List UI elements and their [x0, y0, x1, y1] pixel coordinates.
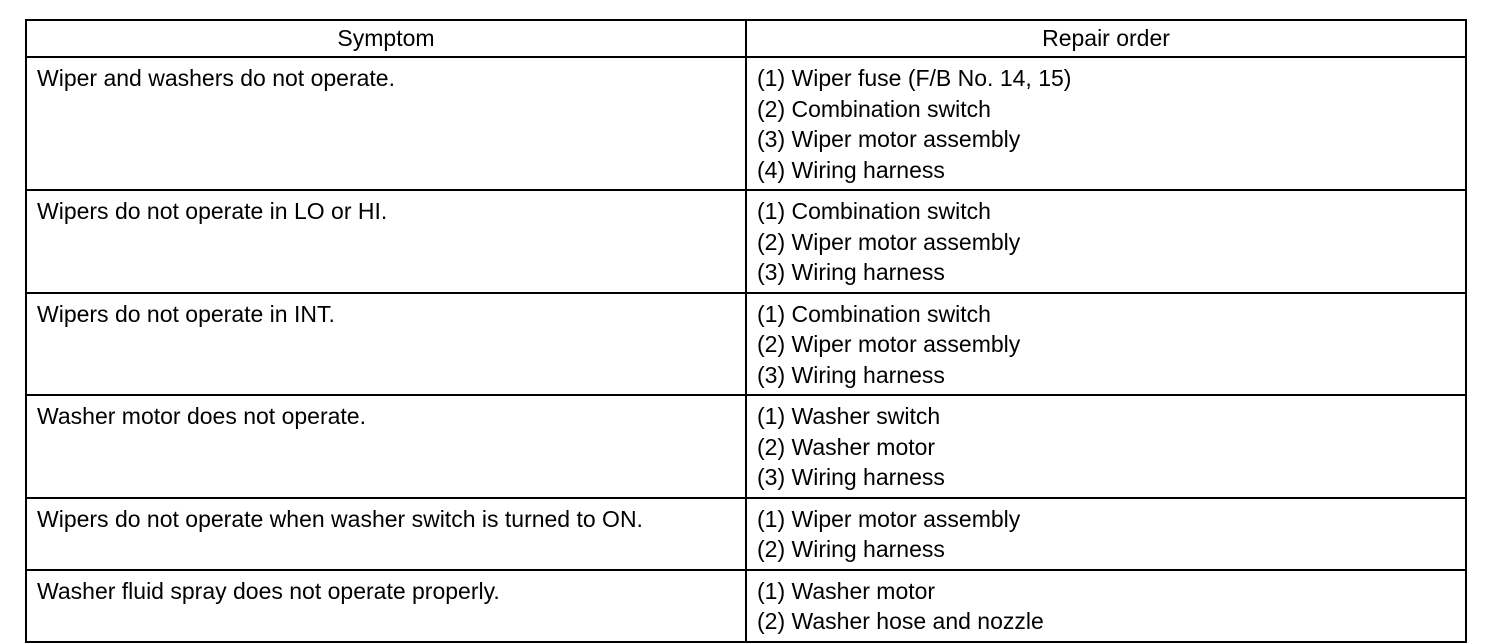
repair-step: (2) Washer motor — [757, 433, 936, 460]
symptom-cell: Wipers do not operate in INT. — [26, 293, 746, 396]
header-symptom: Symptom — [26, 20, 746, 57]
repair-order-cell — [746, 190, 1466, 293]
symptom-repair-table — [25, 19, 1467, 643]
repair-step: (1) Combination switch — [757, 300, 991, 327]
repair-step: (1) Washer motor — [757, 577, 936, 604]
repair-step: (3) Wiring harness — [757, 259, 945, 285]
symptom-cell: Washer motor does not operate. — [26, 395, 746, 498]
table-row — [26, 395, 1466, 498]
table-row — [26, 498, 1466, 570]
repair-order-cell — [746, 570, 1466, 642]
repair-order-cell — [746, 293, 1466, 396]
repair-step: (1) Wiper motor assembly — [757, 505, 1021, 532]
repair-step: (2) Combination switch — [757, 95, 991, 122]
symptom-cell: Washer fluid spray does not operate properly. — [26, 570, 746, 642]
repair-step: (2) Wiring harness — [757, 536, 945, 562]
table-row — [26, 293, 1466, 396]
repair-step: (3) Wiper motor assembly — [757, 126, 1021, 152]
repair-step: (2) Washer hose and nozzle — [757, 608, 1044, 634]
repair-step: (1) Wiper fuse (F/B No. 14, 15) — [757, 65, 1072, 91]
table-row — [26, 57, 1466, 190]
symptom-cell: Wipers do not operate when washer switch is turned to ON. — [26, 498, 746, 570]
symptom-cell: Wipers do not operate in LO or HI. — [26, 190, 746, 293]
header-repair-order: Repair order — [746, 20, 1466, 57]
table-header-row — [26, 20, 1466, 57]
repair-step: (3) Wiring harness — [757, 361, 945, 388]
table-body — [26, 57, 1466, 642]
repair-step: (3) Wiring harness — [757, 464, 945, 490]
repair-order-cell — [746, 498, 1466, 570]
repair-order-cell — [746, 57, 1466, 190]
repair-order-cell — [746, 395, 1466, 498]
table-row — [26, 570, 1466, 642]
repair-step: (1) Combination switch — [757, 198, 991, 224]
table-row — [26, 190, 1466, 293]
symptom-cell: Wiper and washers do not operate. — [26, 57, 746, 190]
repair-step: (2) Wiper motor assembly — [757, 228, 1021, 255]
repair-step: (2) Wiper motor assembly — [757, 331, 1021, 357]
repair-step: (4) Wiring harness — [757, 156, 945, 183]
repair-step: (1) Washer switch — [757, 403, 941, 429]
